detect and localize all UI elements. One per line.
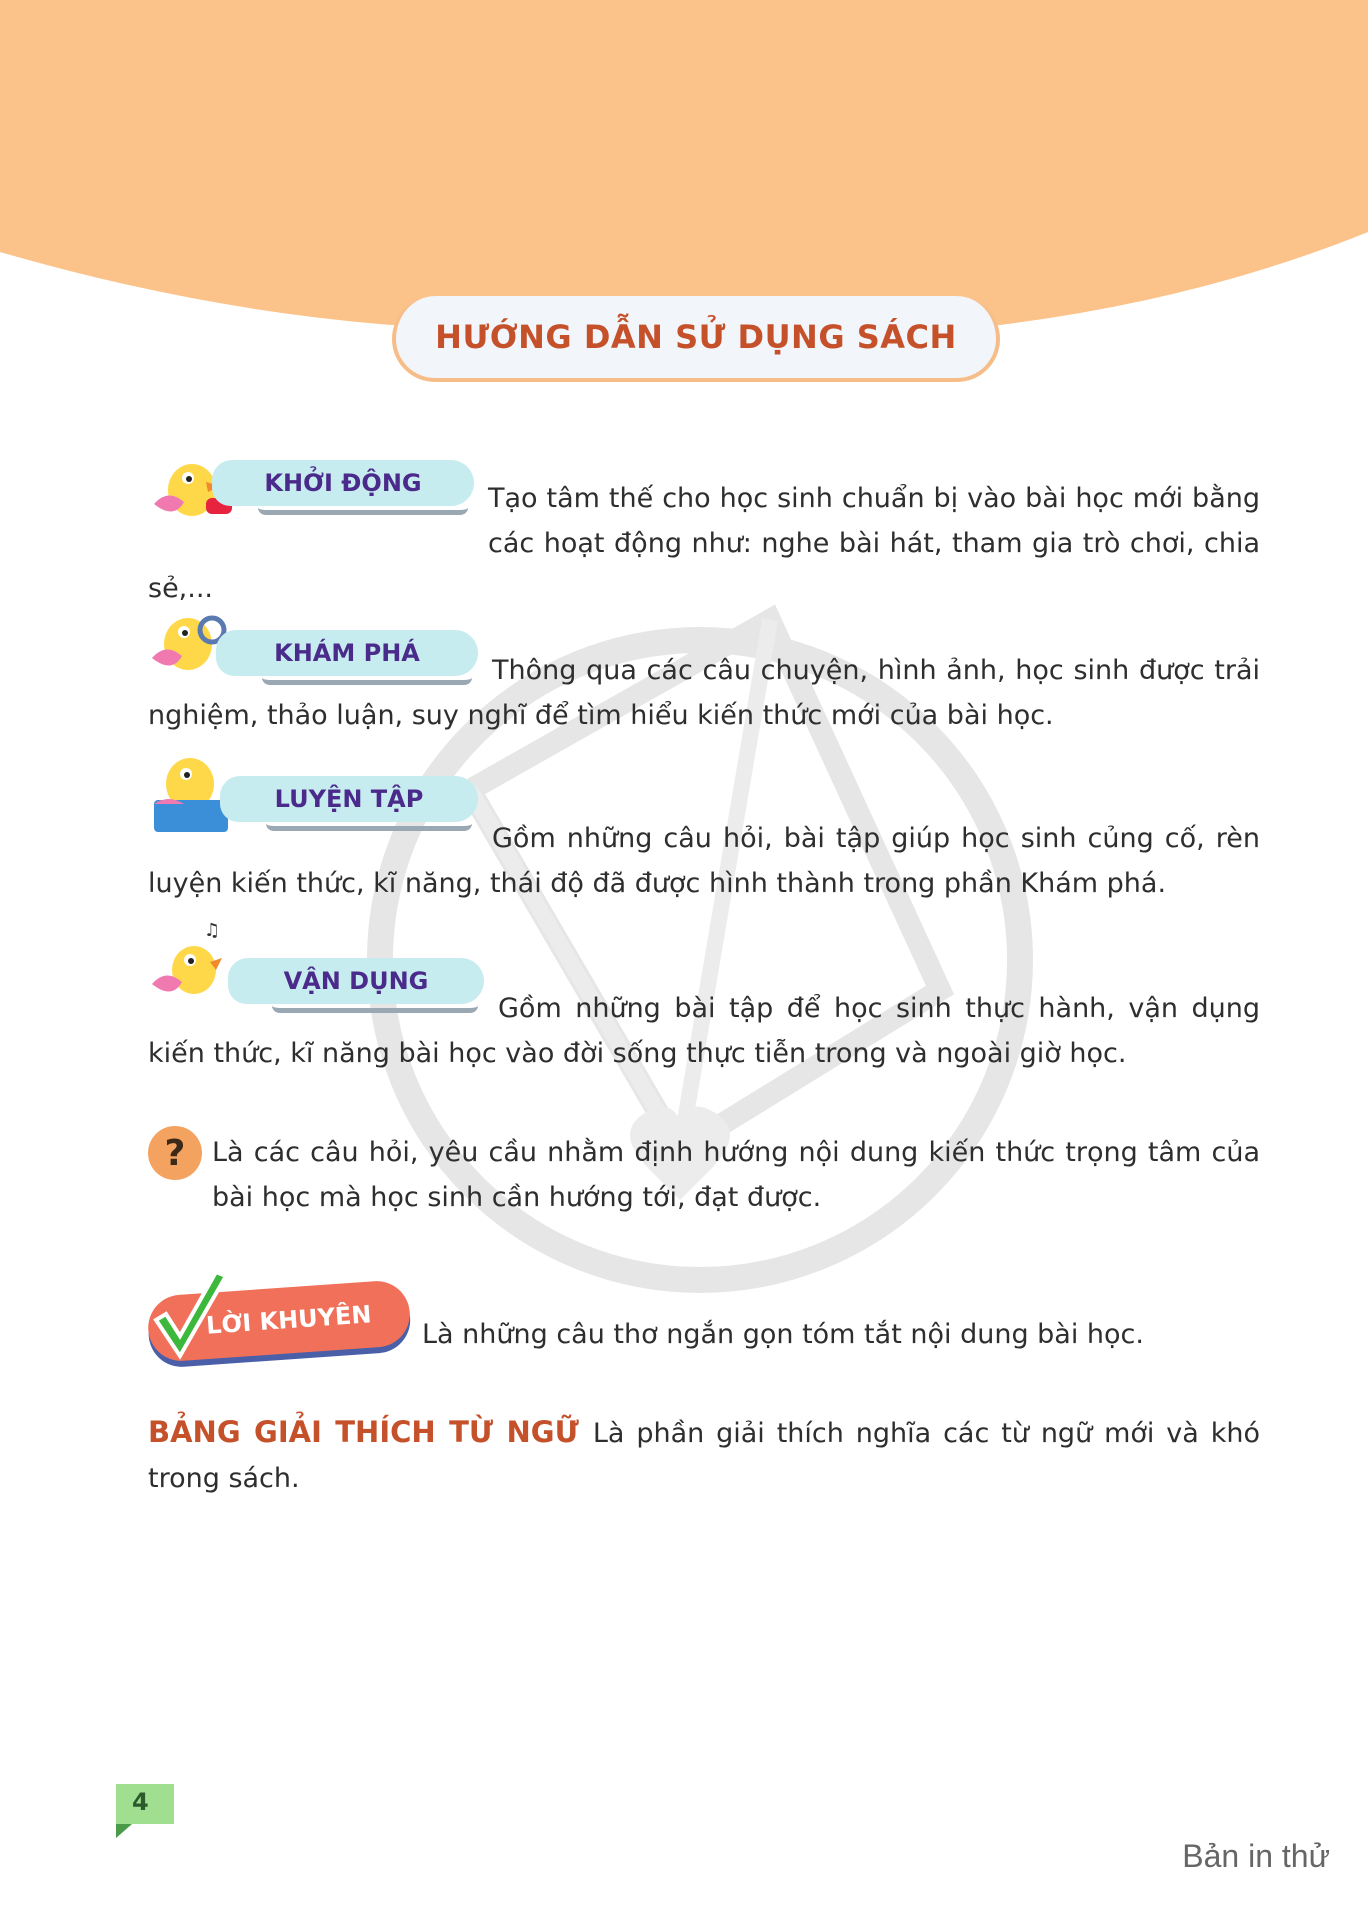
badge-label: KHÁM PHÁ <box>274 639 420 667</box>
page-title: HƯỚNG DẪN SỬ DỤNG SÁCH <box>435 318 957 356</box>
section-question <box>148 1126 1260 1220</box>
section-description: Gồm những bài tập để học sinh thực hành, vận dụng kiến thức, kĩ năng bài học vào đời sống thực tiễn trong và ngoài giờ học. <box>148 993 1260 1069</box>
advice-description: Là những câu thơ ngắn gọn tóm tắt nội dung bài học. <box>422 1319 1144 1350</box>
proof-mark: Bản in thử <box>1182 1838 1330 1874</box>
badge-kham-pha <box>148 600 482 690</box>
badge-label: LUYỆN TẬP <box>274 785 424 813</box>
badge-underline <box>266 816 472 831</box>
badge-luyen-tap <box>148 748 482 838</box>
question-description: Là các câu hỏi, yêu cầu nhằm định hướng nội dung kiến thức trọng tâm của bài học mà học sinh cần hướng tới, đạt được. <box>212 1137 1260 1213</box>
glossary-label: BẢNG GIẢI THÍCH TỪ NGỮ <box>148 1415 579 1449</box>
badge-underline <box>262 670 472 685</box>
section-description: Tạo tâm thế cho học sinh chuẩn bị vào bài học mới bằng các hoạt động như: nghe bài hát, tham gia trò chơi, chia sẻ,... <box>148 483 1260 604</box>
section-van-dung <box>148 918 1260 1076</box>
svg-text:♫: ♫ <box>204 920 221 941</box>
glossary-description: Là phần giải thích nghĩa các từ ngữ mới và khó trong sách. <box>148 1418 1260 1494</box>
badge-label: VẬN DỤNG <box>283 967 429 995</box>
section-khoi-dong <box>148 448 1260 611</box>
glossary-paragraph <box>148 1410 1260 1501</box>
advice-badge <box>148 1270 418 1370</box>
page-number: 4 <box>132 1788 149 1816</box>
advice-label: LỜI KHUYÊN <box>205 1300 373 1340</box>
badge-khoi-dong <box>148 448 478 538</box>
badge-label: KHỞI ĐỘNG <box>264 469 422 497</box>
badge-underline <box>258 500 468 515</box>
page-number-tab <box>112 1784 174 1834</box>
chick-singing-icon <box>148 918 240 1016</box>
section-description: Thông qua các câu chuyện, hình ảnh, học sinh được trải nghiệm, thảo luận, suy nghĩ để tìm hiểu kiến thức mới của bài học. <box>148 655 1260 731</box>
section-glossary <box>148 1410 1260 1501</box>
section-loi-khuyen <box>148 1270 1260 1370</box>
question-mark-icon: ? <box>148 1126 202 1180</box>
badge-underline <box>272 998 478 1013</box>
section-kham-pha <box>148 600 1260 738</box>
page-title-banner <box>392 296 1000 382</box>
section-description: Gồm những câu hỏi, bài tập giúp học sinh củng cố, rèn luyện kiến thức, kĩ năng, thái độ đã được hình thành trong phần Khám phá. <box>148 823 1260 899</box>
badge-van-dung <box>148 918 488 1008</box>
section-luyen-tap <box>148 748 1260 906</box>
